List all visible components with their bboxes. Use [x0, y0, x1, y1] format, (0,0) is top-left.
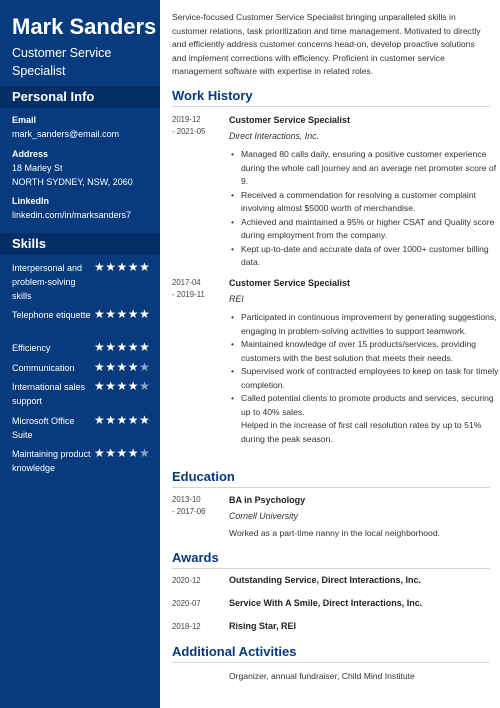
work-history-heading: Work History	[172, 86, 490, 107]
star-filled-icon: ★	[116, 260, 128, 274]
star-filled-icon: ★	[116, 307, 128, 321]
skill-name: Microsoft Office Suite	[12, 416, 75, 440]
address-label: Address	[12, 149, 49, 159]
job-bullets	[229, 311, 499, 446]
job-company: REI	[229, 294, 244, 304]
email-value[interactable]: mark_sanders@email.com	[12, 129, 120, 139]
star-filled-icon: ★	[105, 307, 117, 321]
star-filled-icon: ★	[116, 446, 128, 460]
address-line-1: 18 Marley St	[12, 163, 63, 173]
skill-name: International sales support	[12, 382, 86, 406]
star-filled-icon: ★	[94, 413, 106, 427]
sidebar	[0, 0, 160, 708]
star-filled-icon: ★	[116, 413, 128, 427]
job-bullet: • Maintained knowledge of over 15 products/services, providing customers with the best solution that meets their needs.	[241, 338, 499, 365]
skill-rating	[94, 446, 150, 460]
job-bullet: • Supervised work of contracted employees to keep on task for timely completion.	[241, 365, 499, 392]
linkedin-label: LinkedIn	[12, 196, 50, 206]
star-filled-icon: ★	[116, 340, 128, 354]
award-title: Outstanding Service, Direct Interactions, Inc.	[229, 575, 422, 585]
award-date: 2018-12	[172, 622, 201, 631]
star-filled-icon: ★	[127, 340, 140, 354]
job-bullet: • Managed 80 calls daily, ensuring a positive customer experience during the whole call journey and an average net promoter score of 9.	[241, 148, 499, 189]
star-empty-icon: ★	[139, 379, 151, 393]
star-filled-icon: ★	[105, 413, 117, 427]
education-start-date: 2013-10	[172, 495, 201, 504]
star-filled-icon: ★	[116, 379, 128, 393]
additional-activities-heading: Additional Activities	[172, 642, 490, 663]
job-bullets	[229, 148, 499, 270]
skill-name: Telephone etiquette	[12, 310, 91, 320]
job-company: Direct Interactions, Inc.	[229, 131, 319, 141]
star-empty-icon: ★	[139, 360, 151, 374]
education-heading: Education	[172, 467, 490, 488]
job-bullet: • Received a commendation for resolving a customer complaint involving almost $5000 worth of merchandise.	[241, 189, 499, 216]
job-start-date: 2017-04	[172, 278, 201, 287]
skill-name: Maintaining product knowledge	[12, 449, 91, 473]
star-filled-icon: ★	[105, 360, 117, 374]
star-filled-icon: ★	[127, 307, 140, 321]
star-filled-icon: ★	[139, 413, 151, 427]
star-filled-icon: ★	[105, 379, 117, 393]
star-filled-icon: ★	[127, 379, 140, 393]
education-school: Cornell University	[229, 511, 298, 521]
skill-rating	[94, 260, 150, 274]
job-extra-line: Helped in the increase of first call resolution rates by up to 51% during the peak season.	[241, 420, 482, 444]
star-filled-icon: ★	[94, 260, 106, 274]
skill-name: Communication	[12, 363, 75, 373]
job-bullet: • Achieved and maintained a 95% or higher CSAT and Quality score during employment from the company.	[241, 216, 499, 243]
star-empty-icon: ★	[139, 446, 151, 460]
job-role: Customer Service Specialist	[229, 278, 351, 288]
address-line-2: NORTH SYDNEY, NSW, 2060	[12, 177, 133, 187]
star-filled-icon: ★	[94, 360, 106, 374]
job-bullet: • Kept up-to-date and accurate data of over 1000+ customer billing data.	[241, 243, 499, 270]
award-date: 2020-07	[172, 599, 201, 608]
skill-rating	[94, 340, 150, 354]
skill-rating	[94, 413, 150, 427]
star-filled-icon: ★	[105, 340, 117, 354]
star-filled-icon: ★	[139, 260, 151, 274]
job-end-date: - 2019-11	[172, 290, 205, 299]
personal-info-heading: Personal Info	[0, 86, 160, 108]
star-filled-icon: ★	[105, 446, 117, 460]
education-degree: BA in Psychology	[229, 495, 306, 505]
education-end-date: - 2017-06	[172, 507, 206, 516]
star-filled-icon: ★	[127, 260, 140, 274]
skill-rating	[94, 379, 150, 393]
star-filled-icon: ★	[139, 340, 151, 354]
candidate-title: Customer Service Specialist	[12, 46, 112, 78]
awards-heading: Awards	[172, 548, 490, 569]
skill-name: Efficiency	[12, 343, 51, 353]
star-filled-icon: ★	[127, 360, 140, 374]
candidate-name: Mark Sanders	[12, 14, 157, 39]
star-filled-icon: ★	[94, 446, 106, 460]
star-filled-icon: ★	[94, 379, 106, 393]
education-note: Worked as a part-time nanny in the local neighborhood.	[229, 528, 440, 538]
skill-rating	[94, 307, 150, 321]
main-content	[160, 0, 500, 708]
skill-rating	[94, 360, 150, 374]
email-label: Email	[12, 115, 37, 125]
job-start-date: 2019-12	[172, 115, 201, 124]
activity-item: Organizer, annual fundraiser, Child Mind Institute	[229, 671, 415, 681]
star-filled-icon: ★	[139, 307, 151, 321]
star-filled-icon: ★	[94, 340, 106, 354]
star-filled-icon: ★	[94, 307, 106, 321]
professional-summary: Service-focused Customer Service Specialist bringing unparalleled skills in customer relations, task prioritization and time management. Motivated to directly and efficiently address customer concerns head-on, develop proactive solutions and implement corrections with efficiency. Proficient in customer service management software with expertise in related roles.	[172, 12, 481, 76]
linkedin-value[interactable]: linkedin.com/in/marksanders7	[12, 210, 132, 220]
award-title: Rising Star, REI	[229, 621, 297, 631]
star-filled-icon: ★	[127, 446, 140, 460]
award-date: 2020-12	[172, 576, 201, 585]
award-title: Service With A Smile, Direct Interactions, Inc.	[229, 598, 423, 608]
job-bullet: • Participated in continuous improvement by generating suggestions, engaging in problem-solving activities to support teamwork.	[241, 311, 499, 338]
job-role: Customer Service Specialist	[229, 115, 351, 125]
job-end-date: - 2021-05	[172, 127, 206, 136]
skills-heading: Skills	[0, 233, 160, 255]
star-filled-icon: ★	[127, 413, 140, 427]
star-filled-icon: ★	[105, 260, 117, 274]
star-filled-icon: ★	[116, 360, 128, 374]
job-bullet: • Called potential clients to promote products and services, securing up to 40% sales.	[241, 392, 499, 419]
skill-name: Interpersonal and problem-solving skills	[12, 263, 83, 301]
